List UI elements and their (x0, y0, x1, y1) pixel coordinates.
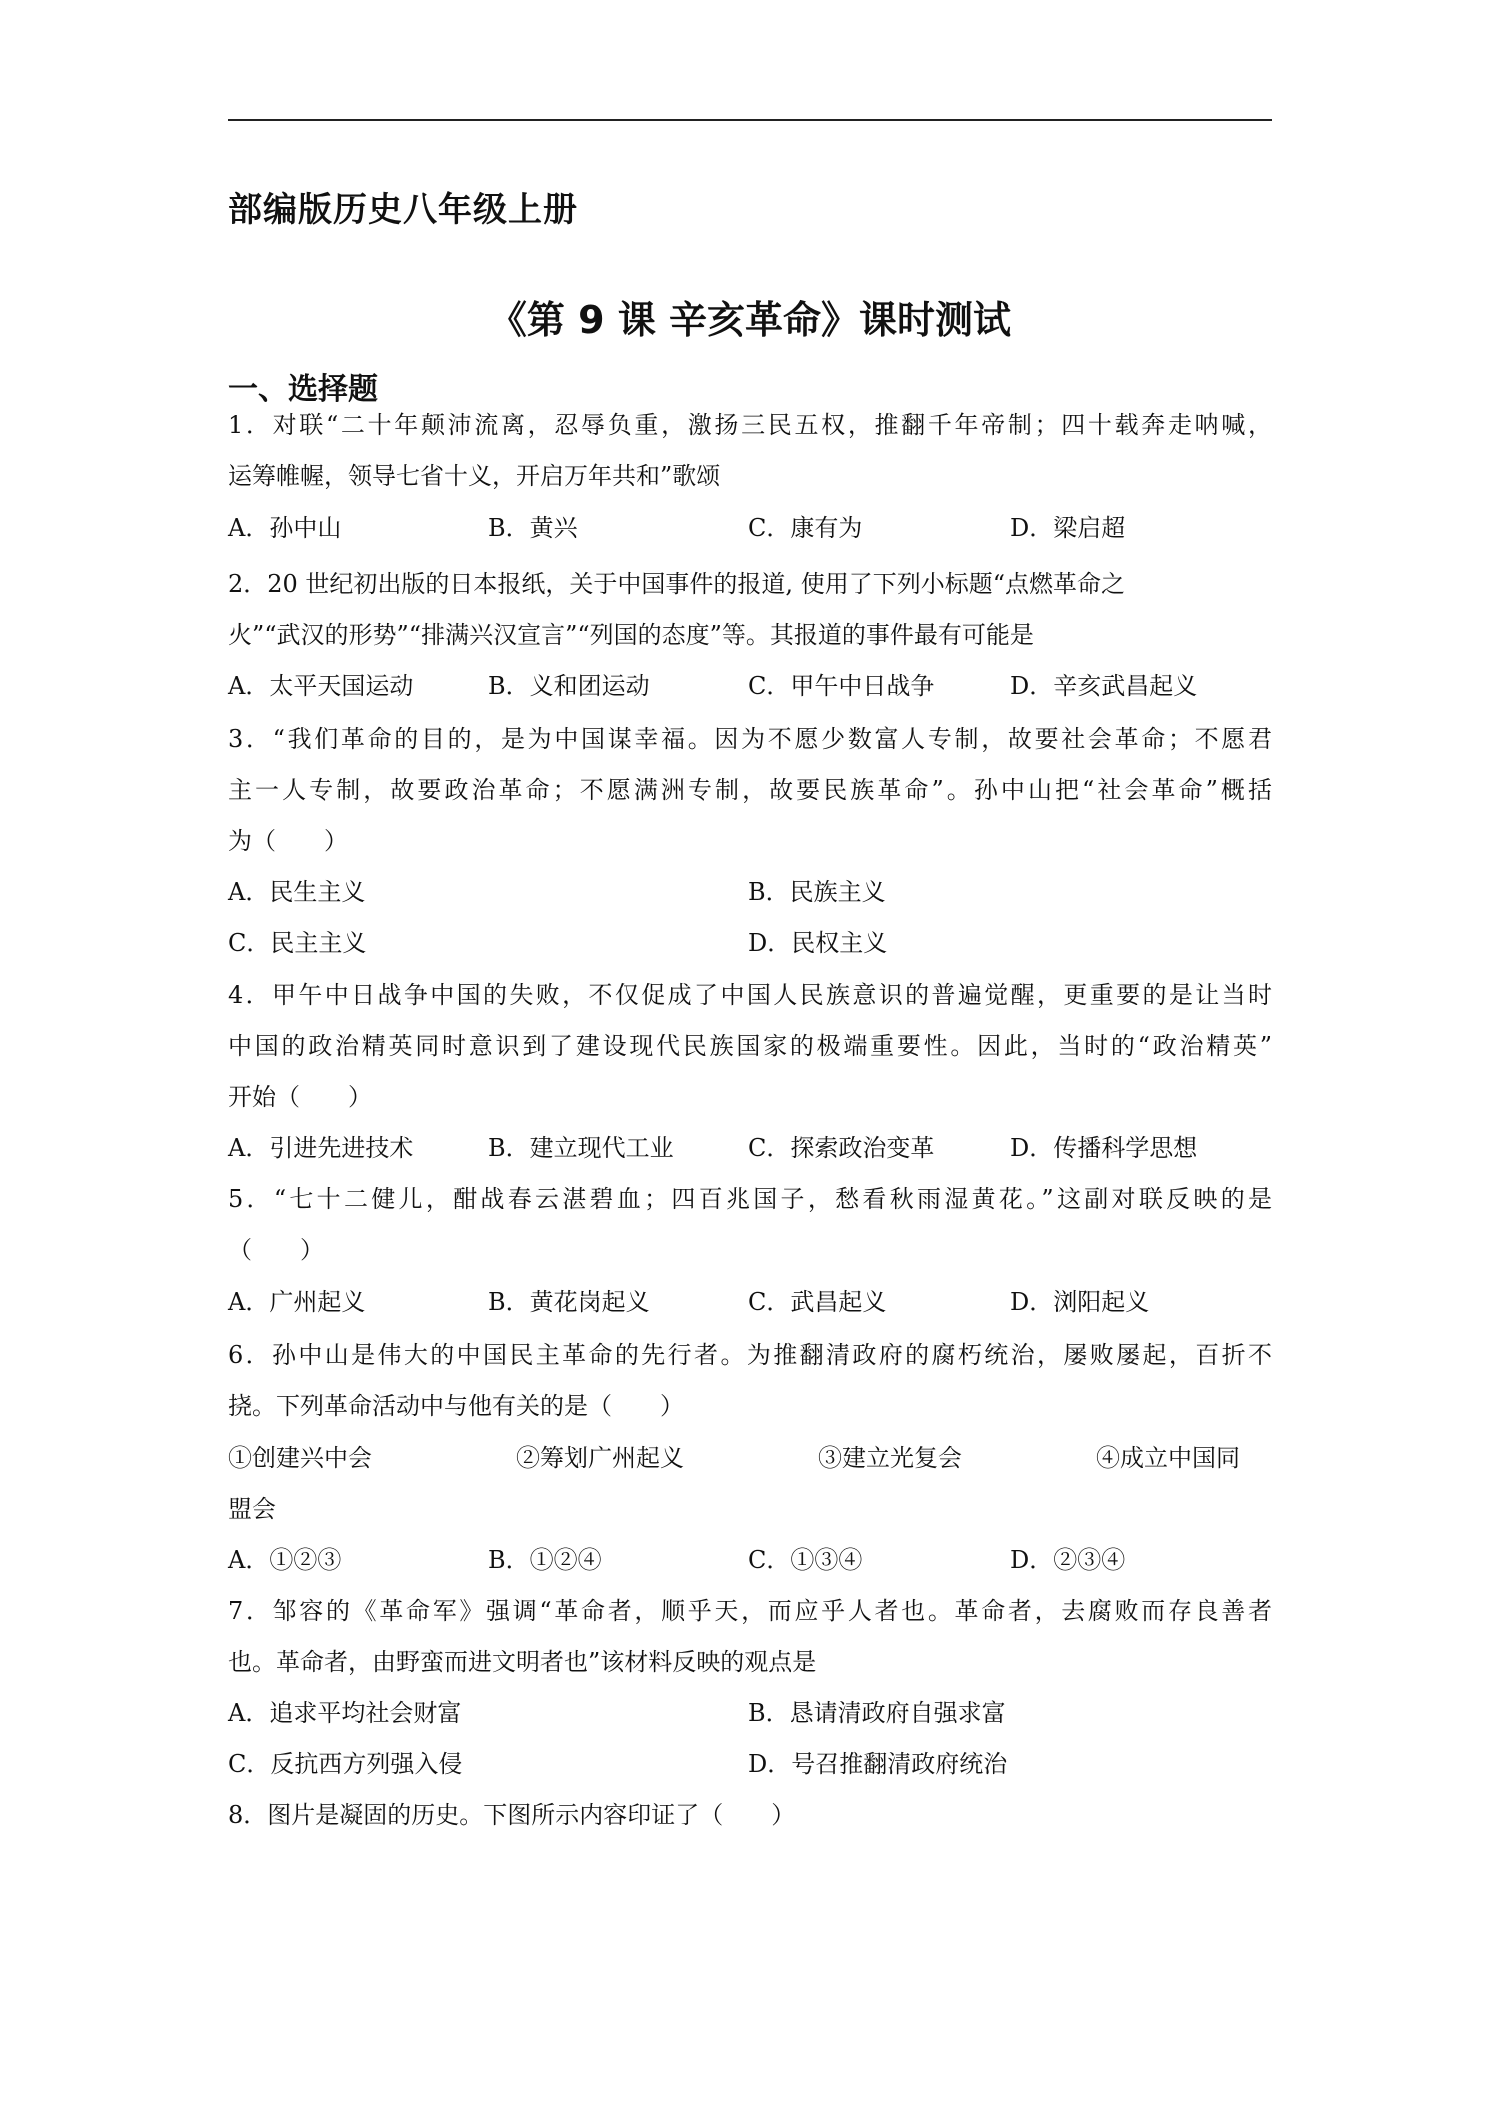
q1-option-d: D．梁启超 (1010, 514, 1126, 542)
q1-option-a: A．孙中山 (228, 514, 342, 542)
book-heading: 部编版历史八年级上册 (228, 190, 578, 230)
q5-option-d: D．浏阳起义 (1010, 1288, 1150, 1316)
q4-text-line-3: 开始（ ） (228, 1083, 372, 1111)
q2-option-a: A．太平天国运动 (228, 672, 414, 700)
q6-option-b: B．①②④ (488, 1546, 602, 1574)
q2-option-b: B．义和团运动 (488, 672, 650, 700)
q3-option-a: A．民生主义 (228, 878, 366, 906)
q1-text-line-1: 1．对联“二十年颠沛流离，忍辱负重，激扬三民五权，推翻千年帝制；四十载奔走呐喊， (228, 411, 1272, 439)
section-heading: 一、选择题 (228, 372, 378, 407)
q4-option-a: A．引进先进技术 (228, 1134, 414, 1162)
q2-text-line-2: 火”“武汉的形势”“排满兴汉宣言”“列国的态度”等。其报道的事件最有可能是 (228, 621, 1034, 649)
q5-text-line-1: 5．“七十二健儿，酣战春云湛碧血；四百兆国子，愁看秋雨湿黄花。”这副对联反映的是 (228, 1185, 1272, 1213)
q7-option-c: C．反抗西方列强入侵 (228, 1750, 463, 1778)
q5-option-c: C．武昌起义 (748, 1288, 887, 1316)
q3-option-b: B．民族主义 (748, 878, 886, 906)
q2-option-d: D．辛亥武昌起义 (1010, 672, 1198, 700)
q3-option-d: D．民权主义 (748, 929, 888, 957)
q6-item-4: ④成立中国同 (1096, 1444, 1240, 1472)
q6-option-d: D．②③④ (1010, 1546, 1126, 1574)
test-title: 《第 9 课 辛亥革命》课时测试 (488, 298, 1012, 342)
q6-item-2: ②筹划广州起义 (516, 1444, 684, 1472)
q1-option-c: C．康有为 (748, 514, 863, 542)
q7-text-line-1: 7．邹容的《革命军》强调“革命者，顺乎天，而应乎人者也。革命者，去腐败而存良善者 (228, 1597, 1272, 1625)
q3-option-c: C．民主主义 (228, 929, 367, 957)
q2-text-line-1: 2．20 世纪初出版的日本报纸，关于中国事件的报道, 使用了下列小标题“点燃革命之 (228, 570, 1125, 598)
q4-text-line-1: 4．甲午中日战争中国的失败，不仅促成了中国人民族意识的普遍觉醒，更重要的是让当时 (228, 981, 1272, 1009)
q5-option-a: A．广州起义 (228, 1288, 366, 1316)
q3-text-line-2: 主一人专制，故要政治革命；不愿满洲专制，故要民族革命”。孙中山把“社会革命”概括 (228, 776, 1272, 804)
q3-text-line-3: 为（ ） (228, 827, 348, 855)
q6-text-line-2: 挠。下列革命活动中与他有关的是（ ） (228, 1392, 684, 1420)
q6-item-3: ③建立光复会 (818, 1444, 962, 1472)
q4-option-c: C．探索政治变革 (748, 1134, 935, 1162)
header-rule (228, 119, 1272, 121)
q5-option-b: B．黄花岗起义 (488, 1288, 650, 1316)
q6-item-1: ①创建兴中会 (228, 1444, 372, 1472)
q7-text-line-2: 也。革命者，由野蛮而进文明者也”该材料反映的观点是 (228, 1648, 817, 1676)
q6-item-4-continued: 盟会 (228, 1495, 276, 1523)
q7-option-b: B．恳请清政府自强求富 (748, 1699, 1006, 1727)
q3-text-line-1: 3．“我们革命的目的，是为中国谋幸福。因为不愿少数富人专制，故要社会革命；不愿君 (228, 725, 1272, 753)
q2-option-c: C．甲午中日战争 (748, 672, 935, 700)
q6-option-c: C．①③④ (748, 1546, 863, 1574)
q4-text-line-2: 中国的政治精英同时意识到了建设现代民族国家的极端重要性。因此，当时的“政治精英” (228, 1032, 1272, 1060)
q1-text-line-2: 运筹帷幄，领导七省十义，开启万年共和”歌颂 (228, 462, 721, 490)
q6-option-a: A．①②③ (228, 1546, 342, 1574)
q6-text-line-1: 6．孙中山是伟大的中国民主革命的先行者。为推翻清政府的腐朽统治，屡败屡起，百折不 (228, 1341, 1272, 1369)
q7-option-a: A．追求平均社会财富 (228, 1699, 462, 1727)
q7-option-d: D．号召推翻清政府统治 (748, 1750, 1008, 1778)
q4-option-b: B．建立现代工业 (488, 1134, 674, 1162)
q8-text-line-1: 8．图片是凝固的历史。下图所示内容印证了（ ） (228, 1801, 796, 1829)
q4-option-d: D．传播科学思想 (1010, 1134, 1198, 1162)
q5-text-line-2: （ ） (228, 1236, 324, 1264)
q1-option-b: B．黄兴 (488, 514, 578, 542)
